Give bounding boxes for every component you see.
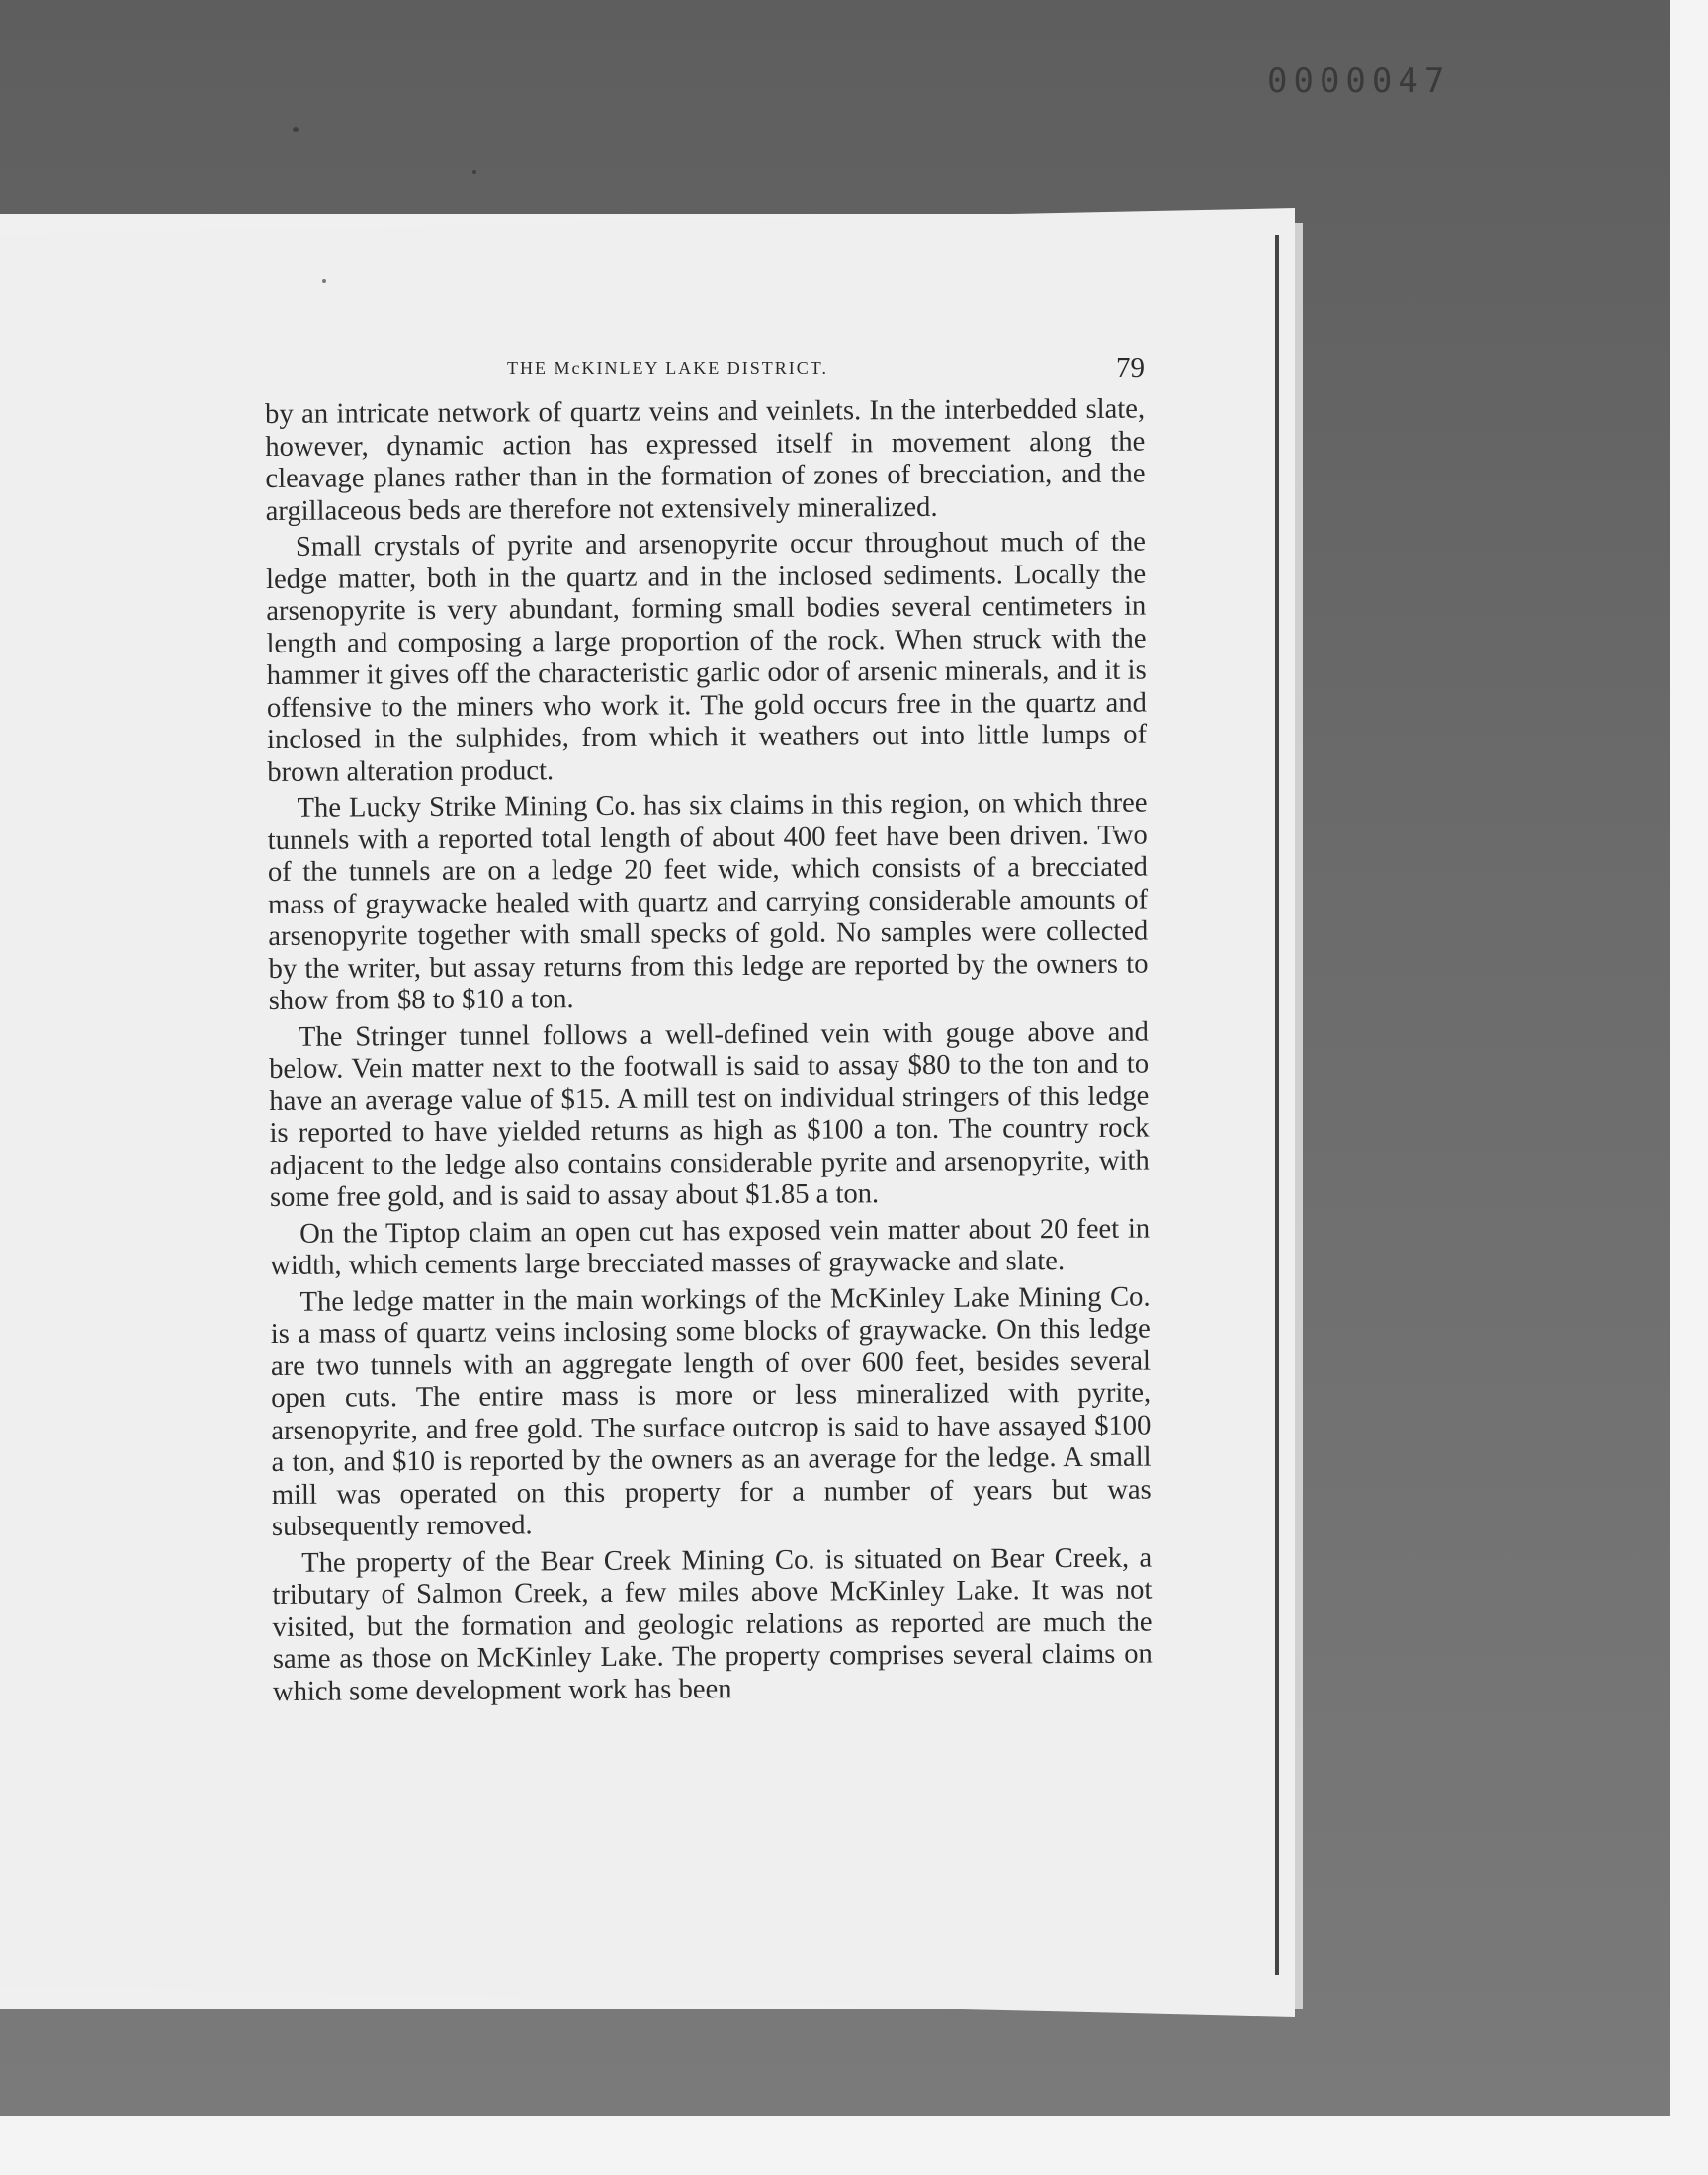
paragraph: The Stringer tunnel follows a well-defined vein with gouge above and below. Vein matter next to the footwall is said to assay $80 to the ton and to have an average value of $15. A mill test on individual stringers of this ledge is reported to have yielded returns as high as $100 a ton. The country rock adjacent to the ledge also contains considerable pyrite and arsenopyrite, with some free gold, and is said to assay about $1.85 a ton. bbox=[269, 1016, 1150, 1213]
page-header bbox=[265, 352, 1145, 388]
body-text bbox=[265, 394, 1153, 1712]
dust-speck bbox=[472, 170, 476, 174]
stamp-number: 0000047 bbox=[1267, 61, 1451, 101]
paragraph: The Lucky Strike Mining Co. has six claims in this region, on which three tunnels with a reported total length of about 400 feet have been driven. Two of the tunnels are on a ledge 20 feet wide, which consists of a brecciated mass of graywacke healed with quartz and carrying considerable amounts of arsenopyrite together with small specks of gold. No samples were collected by the writer, but assay returns from this ledge are reported by the owners to show from $8 to $10 a ton. bbox=[267, 787, 1149, 1016]
dust-speck bbox=[293, 127, 299, 132]
running-title: THE McKINLEY LAKE DISTRICT. bbox=[507, 358, 828, 378]
scan-margin-bottom bbox=[0, 2116, 1708, 2175]
paragraph: Small crystals of pyrite and arsenopyrite occur throughout much of the ledge matter, both in the quartz and in the inclosed sediments. Locally the arsenopyrite is very abundant, forming small bodies several centimeters in length and composing a large proportion of the rock. When struck with the hammer it gives off the characteristic garlic odor of arsenic minerals, and it is offensive to the miners who work it. The gold occurs free in the quartz and inclosed in the sulphides, from which it weathers out into little lumps of brown alteration product. bbox=[266, 526, 1148, 788]
paragraph: by an intricate network of quartz veins and veinlets. In the interbedded slate, however, dynamic action has expressed itself in movement along the cleavage planes rather than in the formation of zones of brecciation, and the argillaceous beds are therefore not extensively mineralized. bbox=[265, 393, 1146, 527]
dust-speck bbox=[322, 279, 326, 283]
paragraph: The ledge matter in the main workings of the McKinley Lake Mining Co. is a mass of quartz veins inclosing some blocks of graywacke. On this ledge are two tunnels with an aggregate length of over 600 feet, besides several open cuts. The entire mass is more or less mineralized with pyrite, arsenopyrite, and free gold. The surface outcrop is said to have assayed $100 a ton, and $10 is reported by the owners as an average for the ledge. A small mill was operated on this property for a number of years but was subsequently removed. bbox=[270, 1281, 1152, 1542]
paragraph: The property of the Bear Creek Mining Co. is situated on Bear Creek, a tributary of Salmon Creek, a few miles above McKinley Lake. It was not visited, but the formation and geologic relations as reported are much the same as those on McKinley Lake. The property comprises several claims on which some development work has been bbox=[272, 1542, 1153, 1707]
page-number: 79 bbox=[1116, 352, 1145, 384]
page-fold-line bbox=[1275, 235, 1279, 1975]
paragraph: On the Tiptop claim an open cut has exposed vein matter about 20 feet in width, which cements large brecciated masses of graywacke and slate. bbox=[270, 1213, 1151, 1281]
scan-margin-right bbox=[1670, 0, 1708, 2175]
